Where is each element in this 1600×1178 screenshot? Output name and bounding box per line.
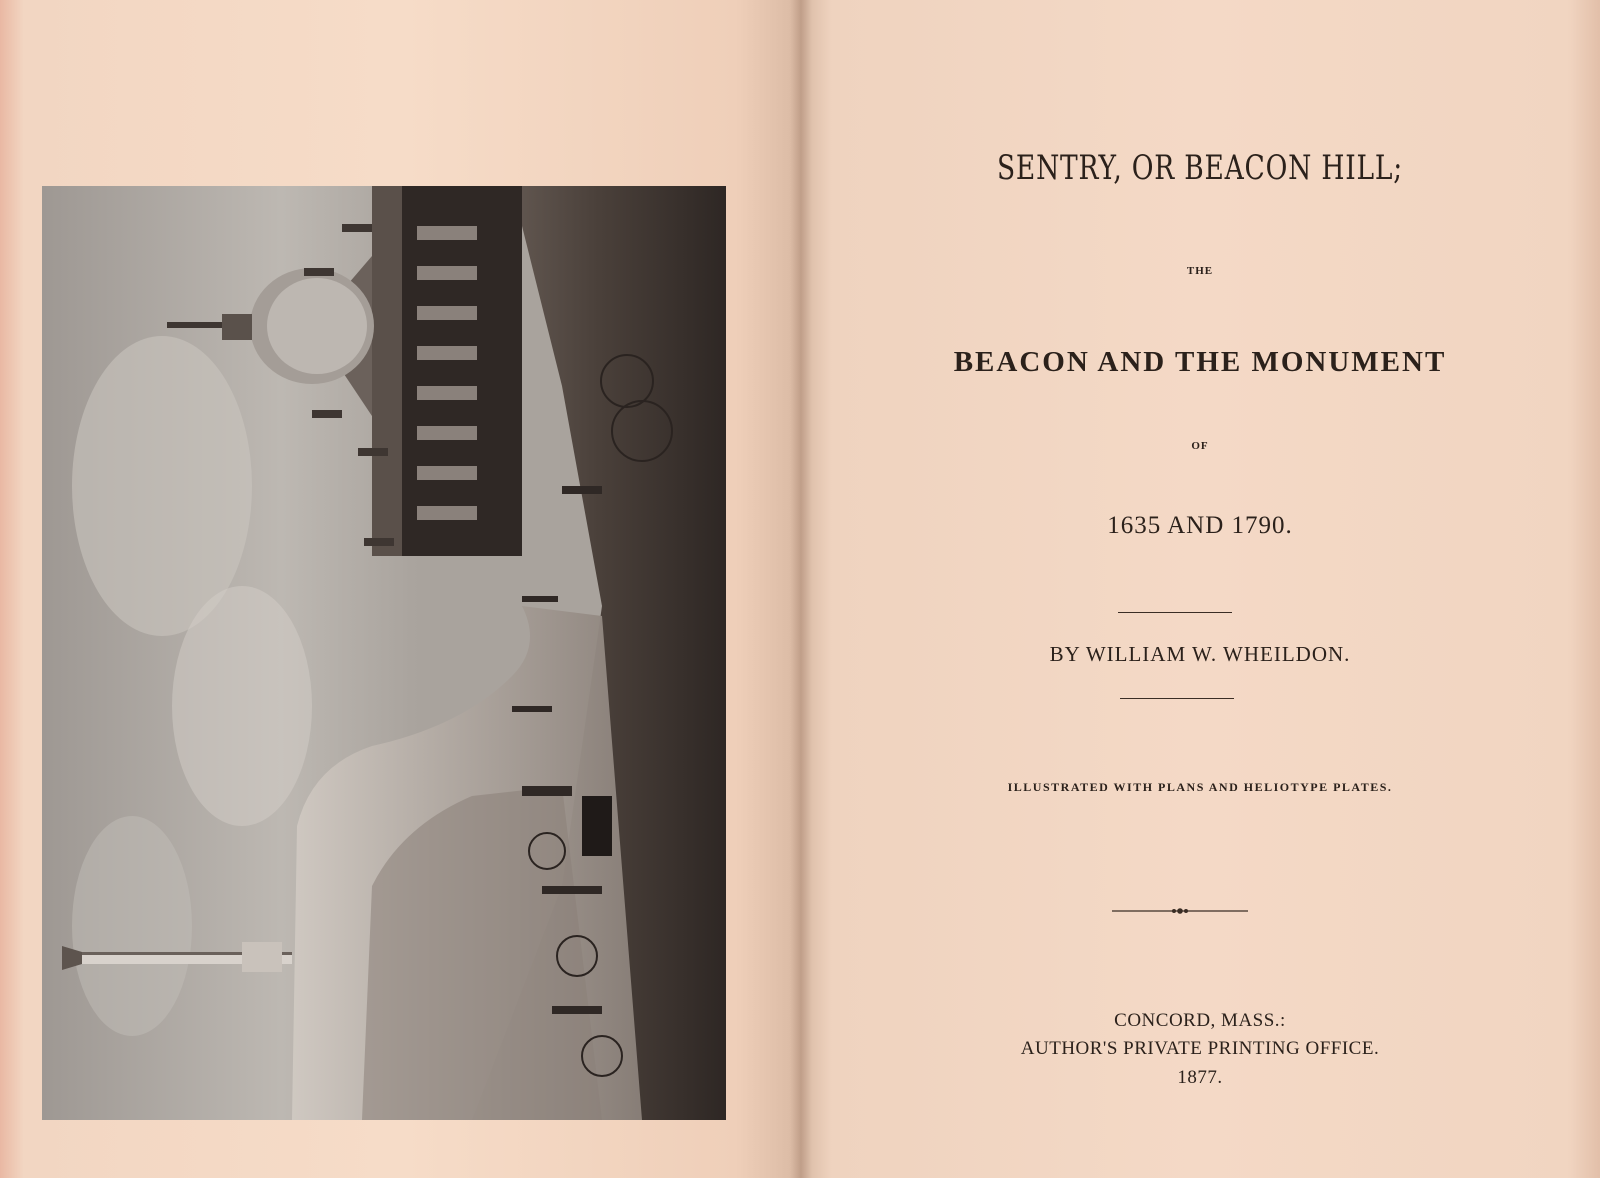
ornamental-rule	[1112, 905, 1248, 917]
title-page	[800, 0, 1600, 1178]
author-line: BY WILLIAM W. WHEILDON.	[1049, 642, 1351, 666]
imprint-printer: AUTHOR'S PRIVATE PRINTING OFFICE.	[1020, 1038, 1380, 1059]
frontispiece-plate	[42, 186, 726, 1120]
cloud	[172, 586, 312, 826]
book-title: SENTRY, OR BEACON HILL;	[996, 148, 1404, 188]
divider-rule-top	[1118, 612, 1232, 613]
book-subtitle: BEACON AND THE MONUMENT	[953, 346, 1447, 378]
imprint-year: 1877.	[1177, 1067, 1223, 1088]
illustration-note: ILLUSTRATED WITH PLANS AND HELIOTYPE PLATES.	[1007, 780, 1393, 794]
years-line: 1635 AND 1790.	[1107, 512, 1293, 539]
connector-of: OF	[1191, 440, 1209, 452]
connector-the: THE	[1186, 265, 1214, 277]
divider-rule-bottom	[1120, 698, 1234, 699]
engraving-illustration	[42, 186, 726, 1120]
imprint-place: CONCORD, MASS.:	[1114, 1010, 1286, 1031]
cloud	[72, 816, 192, 1036]
